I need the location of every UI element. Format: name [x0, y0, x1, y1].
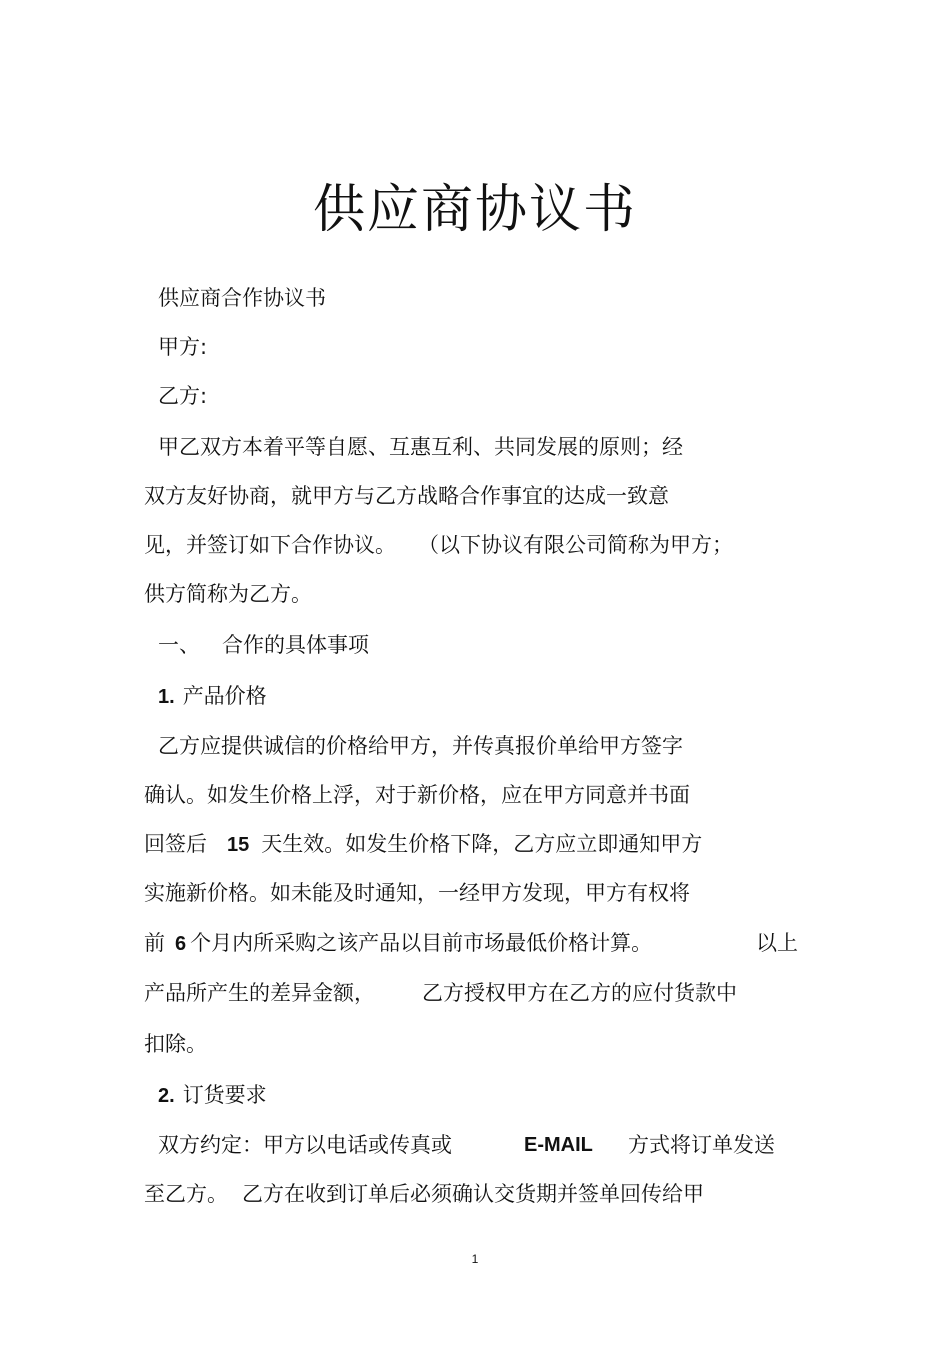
document-title: 供应商协议书 — [312, 180, 637, 240]
intro-line-1: 甲乙双方本着平等自愿、互惠互利、共同发展的原则；经 — [158, 435, 683, 459]
item-2-line-2a: 至乙方。 — [144, 1182, 228, 1206]
intro-line-2: 双方友好协商，就甲方与乙方战略合作事宜的达成一致意 — [144, 484, 669, 508]
months-count: 6 — [175, 933, 187, 955]
email-label: E-MAIL — [524, 1134, 593, 1156]
item-1-line-5c: 以上 — [756, 931, 798, 955]
party-b-label: 乙方: — [158, 384, 208, 408]
item-1-line-5a: 前 — [144, 931, 165, 955]
item-1-line-3 — [144, 830, 702, 859]
item-2-line-2 — [144, 1180, 704, 1208]
intro-line-3b: （以下协议有限公司简称为甲方； — [418, 533, 733, 557]
section-1-title: 合作的具体事项 — [222, 633, 369, 657]
item-2-line-1c: 方式将订单发送 — [628, 1133, 775, 1157]
item-2-line-2b: 乙方在收到订单后必须确认交货期并签单回传给甲 — [242, 1182, 704, 1206]
item-2-heading — [158, 1081, 267, 1110]
item-1-heading — [158, 682, 267, 711]
intro-line-3 — [144, 531, 733, 559]
item-1-title: 产品价格 — [182, 684, 267, 708]
item-1-line-7: 扣除。 — [144, 1032, 207, 1056]
item-2-title: 订货要求 — [182, 1083, 267, 1107]
party-a-label: 甲方: — [158, 335, 208, 359]
effective-days: 15 — [227, 834, 250, 856]
item-1-line-3b: 天生效。如发生价格下降，乙方应立即通知甲方 — [261, 832, 703, 856]
item-1-line-4: 实施新价格。如未能及时通知，一经甲方发现，甲方有权将 — [144, 881, 690, 905]
page-number: 1 — [471, 1252, 479, 1266]
intro-line-4: 供方简称为乙方。 — [144, 582, 312, 606]
item-1-line-2: 确认。如发生价格上浮，对于新价格，应在甲方同意并书面 — [144, 783, 690, 807]
item-2-number: 2. — [158, 1085, 175, 1107]
subtitle: 供应商合作协议书 — [158, 286, 326, 310]
item-1-line-1: 乙方应提供诚信的价格给甲方，并传真报价单给甲方签字 — [158, 734, 683, 758]
item-1-line-3a: 回签后 — [144, 832, 207, 856]
intro-line-3a: 见，并签订如下合作协议。 — [144, 533, 396, 557]
item-1-line-5b: 个月内所采购之该产品以目前市场最低价格计算。 — [190, 931, 653, 955]
item-1-line-5 — [144, 929, 652, 958]
section-1-number: 一、 — [158, 633, 200, 657]
item-2-line-1a: 双方约定：甲方以电话或传真或 — [158, 1133, 452, 1157]
section-1-heading — [158, 631, 369, 659]
item-1-line-6b: 乙方授权甲方在乙方的应付货款中 — [422, 981, 737, 1005]
item-1-number: 1. — [158, 686, 175, 708]
item-1-line-6: 产品所产生的差异金额， — [144, 981, 375, 1005]
